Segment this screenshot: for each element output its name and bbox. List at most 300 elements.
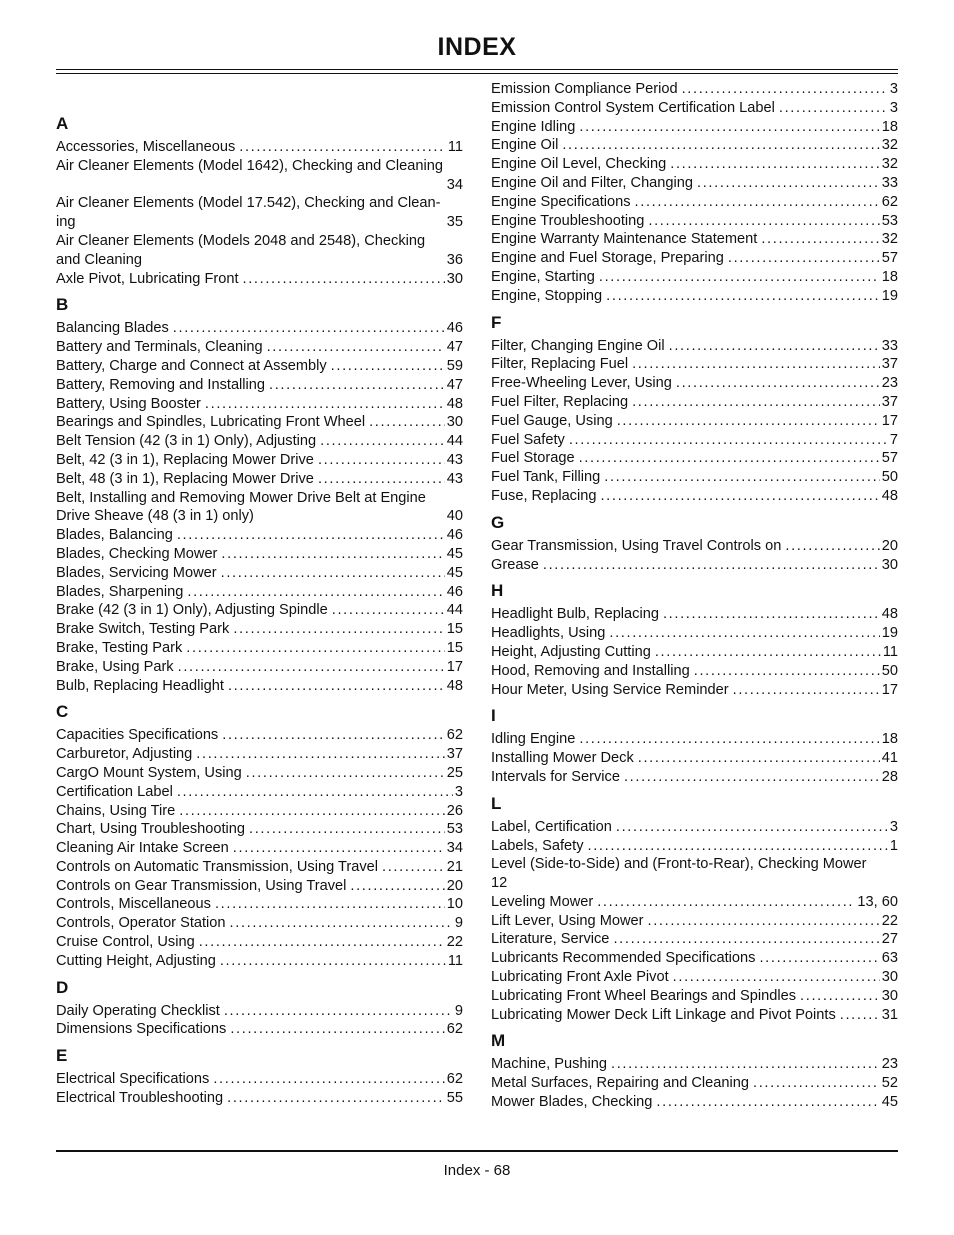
index-entry [56,677,463,696]
leader-dots [177,526,445,545]
leader-dots [220,952,446,971]
entry-text: Air Cleaner Elements (Model 1642), Checking and Cleaning [56,157,443,174]
entry-text: Controls, Operator Station [56,915,226,932]
entry-page: 30 [881,987,898,1004]
index-entry [491,136,898,155]
entry-text: Controls on Automatic Transmission, Using Travel [56,858,379,875]
entry-page: 62 [881,193,898,210]
entry-text: Lubricating Front Axle Pivot [491,969,669,986]
leader-dots [221,564,445,583]
entry-page: 17 [881,681,898,698]
index-entry [491,837,898,856]
entry-text: Fuse, Replacing [491,487,597,504]
leader-dots [779,99,888,118]
entry-page: 27 [881,931,898,948]
entry-page: 15 [446,621,463,638]
index-entry [56,338,463,357]
index-entry [491,287,898,306]
entry-page: 45 [446,564,463,581]
entry-page: 31 [881,1006,898,1023]
entry-page: 30 [446,270,463,287]
leader-dots [230,1020,444,1039]
entry-page: 47 [446,376,463,393]
leader-dots [178,658,445,677]
entry-page: 9 [454,915,463,932]
index-entry [56,564,463,583]
entry-text: Lubricating Front Wheel Bearings and Spindles [491,987,797,1004]
entry-text: Leveling Mower [491,893,594,910]
entry-page: 62 [446,1071,463,1088]
leader-dots [179,802,445,821]
entry-text: Emission Control System Certification Label [491,99,775,116]
index-entry [56,601,463,620]
entry-text: Fuel Storage [491,450,575,467]
entry-page: 18 [881,268,898,285]
index-entry [491,487,898,506]
section-letter: G [491,512,505,532]
leader-dots [213,1070,444,1089]
index-entry [56,138,463,157]
index-entry [491,412,898,431]
index-entry [491,855,898,893]
entry-line [56,176,463,195]
entry-page: 52 [881,1075,898,1092]
leader-dots [246,764,445,783]
entry-page: 48 [446,395,463,412]
entry-page: 55 [446,1090,463,1107]
entry-text: Blades, Balancing [56,527,173,544]
leader-dots [588,837,888,856]
entry-text: Emission Compliance Period [491,81,678,97]
entry-text: Air Cleaner Elements (Models 2048 and 2548), Checking [56,232,426,249]
header-rule [56,69,898,74]
leader-dots [635,193,880,212]
entry-page: 25 [446,764,463,781]
entry-text: Engine Oil [491,137,559,154]
index-entry [491,193,898,212]
entry-page: 12 [491,875,508,892]
leader-dots [318,470,445,489]
entry-text: Fuel Gauge, Using [491,412,613,429]
entry-page: 3 [454,783,463,800]
entry-text: Engine Troubleshooting [491,212,645,229]
index-entry [56,432,463,451]
entry-text-continued: and Cleaning [56,251,143,268]
entry-page: 23 [881,1056,898,1073]
leader-dots [543,556,880,575]
footer-rule [56,1150,898,1152]
index-entry [491,468,898,487]
index-entry [491,893,898,912]
entry-page: 20 [881,537,898,554]
entry-text: Hood, Removing and Installing [491,662,690,679]
index-entry [491,987,898,1006]
index-entry [56,470,463,489]
index-entry [56,232,463,270]
leader-dots [597,893,855,912]
leader-dots [800,987,880,1006]
index-entry [491,355,898,374]
entry-page: 3 [889,81,898,97]
leader-dots [579,730,879,749]
entry-text: Engine Specifications [491,193,631,210]
entry-page: 36 [446,251,463,268]
index-entry [491,155,898,174]
index-entry [56,933,463,952]
entry-text: Brake, Testing Park [56,639,183,656]
entry-text: Engine Warranty Maintenance Statement [491,231,758,248]
entry-page: 43 [446,470,463,487]
entry-page: 44 [446,433,463,450]
index-entry [56,764,463,783]
index-entry [491,662,898,681]
leader-dots [759,949,879,968]
entry-text: Brake, Using Park [56,658,174,675]
index-entry [56,270,463,289]
entry-text: Cutting Height, Adjusting [56,952,216,969]
leader-dots [318,451,445,470]
entry-text: Air Cleaner Elements (Model 17.542), Checking and Clean- [56,195,441,212]
entry-text: Balancing Blades [56,320,169,337]
entry-text: Brake Switch, Testing Park [56,621,230,638]
entry-page: 15 [446,639,463,656]
entry-text: Fuel Tank, Filling [491,469,601,486]
entry-page: 19 [881,287,898,304]
entry-page: 34 [446,840,463,857]
leader-dots [332,601,445,620]
leader-dots [222,726,445,745]
index-entry [491,768,898,787]
entry-page: 28 [881,768,898,785]
entry-text: Headlight Bulb, Replacing [491,606,659,623]
entry-page: 37 [446,746,463,763]
leader-dots [331,357,445,376]
entry-text: Fuel Filter, Replacing [491,393,629,410]
index-entry [56,620,463,639]
leader-dots [186,639,444,658]
leader-dots [604,468,880,487]
entry-text: Filter, Changing Engine Oil [491,337,665,354]
entry-text: Accessories, Miscellaneous [56,139,236,155]
index-entry [56,194,463,232]
entry-page: 30 [881,969,898,986]
entry-text: Engine Oil Level, Checking [491,156,667,173]
index-entry [491,99,898,118]
entry-page: 34 [446,176,463,193]
section-letter: L [491,793,502,813]
entry-page: 18 [881,731,898,748]
leader-dots [600,487,879,506]
index-entry [491,337,898,356]
entry-page: 20 [446,877,463,894]
entry-page: 46 [446,527,463,544]
index-entry [491,818,898,837]
leader-dots [616,818,888,837]
leader-dots [694,662,880,681]
entry-text: Lubricating Mower Deck Lift Linkage and Pivot Points [491,1006,836,1023]
entry-text: Gear Transmission, Using Travel Controls on [491,537,782,554]
entry-text: Carburetor, Adjusting [56,746,193,763]
section-letter: B [56,295,69,315]
index-entry [491,930,898,949]
index-entry [56,839,463,858]
entry-page: 17 [446,658,463,675]
entry-line [56,507,463,526]
entry-text: Engine, Stopping [491,287,603,304]
leader-dots [632,355,880,374]
leader-dots [697,174,880,193]
index-entry [56,1002,463,1021]
entry-page: 26 [446,802,463,819]
index-entry [56,639,463,658]
leader-dots [569,431,888,450]
page-number: Index - 68 [443,1162,511,1179]
index-entry [56,376,463,395]
entry-text: Electrical Specifications [56,1071,210,1088]
index-entry [56,783,463,802]
entry-text: Engine Idling [491,118,576,135]
entry-text: Free-Wheeling Lever, Using [491,375,672,392]
index-entry [56,489,463,527]
leader-dots [205,395,445,414]
index-entry [56,583,463,602]
entry-text: Belt, Installing and Removing Mower Drive Belt at Engine [56,489,426,506]
leader-dots [239,138,446,157]
entry-page: 32 [881,137,898,154]
index-entry [56,1070,463,1089]
entry-page: 44 [446,602,463,619]
index-entry [491,730,898,749]
leader-dots [233,620,444,639]
entry-page: 46 [446,320,463,337]
entry-text: Fuel Safety [491,431,565,448]
leader-dots [249,820,445,839]
entry-text: Cruise Control, Using [56,934,195,951]
leader-dots [609,624,879,643]
entry-page: 40 [446,508,463,525]
entry-page: 32 [881,231,898,248]
index-column-right [491,80,898,1112]
section-letter: C [56,702,69,722]
index-entry [491,556,898,575]
entry-page: 33 [881,337,898,354]
entry-text: Engine Oil and Filter, Changing [491,174,694,191]
index-entry [491,1093,898,1112]
leader-dots [227,1089,445,1108]
leader-dots [228,677,445,696]
entry-text: Idling Engine [491,731,576,748]
entry-page: 59 [446,357,463,374]
entry-text: Controls on Gear Transmission, Using Travel [56,877,347,894]
index-entry [56,157,463,195]
entry-page: 10 [446,896,463,913]
entry-text: Dimensions Specifications [56,1021,227,1038]
entry-text: Filter, Replacing Fuel [491,356,629,373]
entry-text: Height, Adjusting Cutting [491,643,651,660]
entry-page: 3 [889,99,898,116]
entry-page: 50 [881,662,898,679]
entry-text: Belt, 42 (3 in 1), Replacing Mower Drive [56,451,314,468]
leader-dots [369,413,445,432]
leader-dots [785,537,879,556]
entry-text: Battery, Using Booster [56,395,201,412]
leader-dots [617,412,880,431]
leader-dots [624,768,880,787]
index-column-left [56,113,463,1108]
index-entry [56,914,463,933]
entry-text: Certification Label [56,783,173,800]
index-entry [56,858,463,877]
leader-dots [196,745,444,764]
section-letter: F [491,312,502,332]
leader-dots [761,230,879,249]
section-letter: M [491,1031,506,1051]
entry-page: 57 [881,450,898,467]
index-entry [56,357,463,376]
entry-text: Lubricants Recommended Specifications [491,950,756,967]
entry-page: 48 [881,606,898,623]
entry-page: 37 [881,356,898,373]
section-letter: A [56,114,69,133]
entry-page: 11 [447,952,463,969]
entry-text: Capacities Specifications [56,727,219,744]
leader-dots [753,1074,880,1093]
section-letter: I [491,706,496,726]
leader-dots [562,136,879,155]
leader-dots [230,914,453,933]
index-entry [56,545,463,564]
leader-dots [382,858,445,877]
leader-dots [648,212,879,231]
entry-page: 41 [881,750,898,767]
index-entry [491,681,898,700]
entry-page: 46 [446,583,463,600]
index-entry [491,968,898,987]
leader-dots [224,1002,453,1021]
entry-text: Brake (42 (3 in 1) Only), Adjusting Spindle [56,602,328,619]
entry-text: CargO Mount System, Using [56,764,242,781]
entry-text: Label, Certification [491,818,612,835]
entry-line [56,251,463,270]
index-entry [491,643,898,662]
entry-text: Blades, Servicing Mower [56,564,217,581]
index-entry [56,820,463,839]
entry-text: Bulb, Replacing Headlight [56,677,224,694]
entry-page: 43 [446,451,463,468]
entry-page: 18 [881,118,898,135]
index-entry [56,658,463,677]
leader-dots [682,80,888,99]
index-entry [491,749,898,768]
leader-dots [599,268,880,287]
leader-dots [606,287,880,306]
entry-text: Controls, Miscellaneous [56,896,211,913]
entry-text: Intervals for Service [491,768,620,785]
leader-dots [673,968,880,987]
entry-text-continued: Drive Sheave (48 (3 in 1) only) [56,508,254,525]
entry-page: 45 [446,545,463,562]
section-letter: E [56,1046,68,1066]
leader-dots [648,912,880,931]
entry-page: 53 [446,821,463,838]
entry-page: 22 [446,934,463,951]
leader-dots [233,839,445,858]
index-entry [491,624,898,643]
entry-text: Blades, Sharpening [56,583,184,600]
entry-page: 53 [881,212,898,229]
entry-page: 17 [881,412,898,429]
entry-text: Mower Blades, Checking [491,1094,653,1111]
leader-dots [199,933,445,952]
index-entry [491,1074,898,1093]
index-entry [491,912,898,931]
entry-page: 19 [881,625,898,642]
entry-page: 30 [446,414,463,431]
index-entry [491,1006,898,1025]
entry-text: Battery and Terminals, Cleaning [56,339,263,356]
entry-page: 21 [446,858,463,875]
entry-page: 23 [881,375,898,392]
index-entry [56,451,463,470]
leader-dots [670,155,880,174]
entry-page: 13, 60 [857,893,898,910]
index-entry [56,1089,463,1108]
index-entry [491,374,898,393]
leader-dots [579,449,880,468]
index-entry [491,80,898,99]
leader-dots [733,681,880,700]
entry-text: Chains, Using Tire [56,802,176,819]
leader-dots [267,338,445,357]
entry-text: Engine, Starting [491,268,595,285]
entry-page: 3 [889,818,898,835]
entry-page: 11 [882,643,898,660]
entry-text: Hour Meter, Using Service Reminder [491,681,729,698]
leader-dots [638,749,880,768]
entry-page: 48 [881,487,898,504]
leader-dots [243,270,445,289]
entry-page: 45 [881,1094,898,1111]
leader-dots [613,930,879,949]
index-entry [491,268,898,287]
index-entry [491,605,898,624]
entry-text: Battery, Charge and Connect at Assembly [56,357,327,374]
leader-dots [177,783,453,802]
leader-dots [656,1093,879,1112]
entry-text: Literature, Service [491,931,610,948]
entry-text: Blades, Checking Mower [56,545,218,562]
entry-text: Machine, Pushing [491,1056,608,1073]
index-entry [56,413,463,432]
index-entry [491,230,898,249]
entry-text: Daily Operating Checklist [56,1002,220,1019]
leader-dots [669,337,880,356]
leader-dots [611,1055,880,1074]
leader-dots [173,319,445,338]
leader-dots [269,376,445,395]
leader-dots [663,605,880,624]
index-entry [491,174,898,193]
index-entry [491,431,898,450]
index-entry [56,952,463,971]
index-entry [491,449,898,468]
index-entry [491,249,898,268]
entry-page: 50 [881,469,898,486]
entry-page: 48 [446,677,463,694]
index-entry [491,1055,898,1074]
index-entry [56,895,463,914]
leader-dots [350,877,444,896]
